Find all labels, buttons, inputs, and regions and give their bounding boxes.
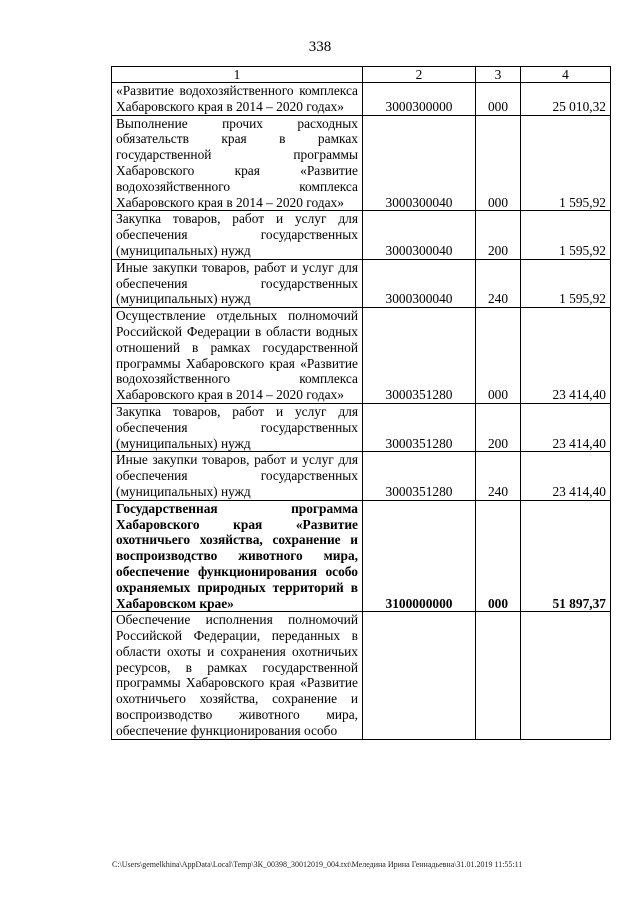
- row-code: 3000351280: [363, 452, 476, 500]
- row-type: 240: [476, 452, 521, 500]
- table-row: [112, 308, 611, 404]
- table-row: [112, 83, 611, 116]
- row-type: 240: [476, 259, 521, 307]
- row-amount: [521, 612, 611, 739]
- row-name: Закупка товаров, работ и услуг для обеспечения государственных (муниципальных) нужд: [112, 403, 363, 451]
- row-type: 000: [476, 500, 521, 612]
- table-row: [112, 259, 611, 307]
- row-name: Иные закупки товаров, работ и услуг для обеспечения государственных (муниципальных) нужд: [112, 259, 363, 307]
- row-amount: 23 414,40: [521, 308, 611, 404]
- row-name: Государственная программа Хабаровского края «Развитие охотничьего хозяйства, сохранение и воспроизводство животного мира, обеспечение функционирования особо охраняемых природных территорий в Хабаровском крае»: [112, 500, 363, 612]
- row-code: 3000300000: [363, 83, 476, 116]
- row-amount: 51 897,37: [521, 500, 611, 612]
- table-header-row: [112, 67, 611, 83]
- table-row-program-total: [112, 500, 611, 612]
- row-code: 3000351280: [363, 308, 476, 404]
- row-amount: 1 595,92: [521, 211, 611, 259]
- row-code: 3000300040: [363, 259, 476, 307]
- row-code: 3000300040: [363, 211, 476, 259]
- row-name: Закупка товаров, работ и услуг для обеспечения государственных (муниципальных) нужд: [112, 211, 363, 259]
- row-type: [476, 612, 521, 739]
- row-code: [363, 612, 476, 739]
- column-header-1: 1: [112, 67, 363, 83]
- table-row: [112, 211, 611, 259]
- row-type: 200: [476, 403, 521, 451]
- table-row: [112, 403, 611, 451]
- file-path-footer: C:\Users\gemelkhina\AppData\Local\Temp\ЗК_00398_30012019_004.txt\Меледина Ирина Геннадьевна\31.01.2019 11:55:11: [112, 860, 523, 869]
- row-amount: 23 414,40: [521, 403, 611, 451]
- page-number: 338: [308, 39, 332, 55]
- row-name: «Развитие водохозяйственного комплекса Хабаровского края в 2014 – 2020 годах»: [112, 83, 363, 116]
- row-amount: 1 595,92: [521, 115, 611, 211]
- row-amount: 1 595,92: [521, 259, 611, 307]
- row-type: 000: [476, 83, 521, 116]
- table-row: [112, 452, 611, 500]
- column-header-3: 3: [476, 67, 521, 83]
- row-type: 200: [476, 211, 521, 259]
- row-name: Выполнение прочих расходных обязательств края в рамках государственной программы Хабаровского края «Развитие водохозяйственного комплекса Хабаровского края в 2014 – 2020 годах»: [112, 115, 363, 211]
- row-code: 3100000000: [363, 500, 476, 612]
- row-code: 3000351280: [363, 403, 476, 451]
- row-code: 3000300040: [363, 115, 476, 211]
- column-header-4: 4: [521, 67, 611, 83]
- row-name: Иные закупки товаров, работ и услуг для обеспечения государственных (муниципальных) нужд: [112, 452, 363, 500]
- row-name: Осуществление отдельных полномочий Российской Федерации в области водных отношений в рамках государственной программы Хабаровского края «Развитие водохозяйственного комплекса Хабаровского края в 2014 – 2020 годах»: [112, 308, 363, 404]
- row-type: 000: [476, 115, 521, 211]
- row-amount: 23 414,40: [521, 452, 611, 500]
- table-row: [112, 115, 611, 211]
- row-type: 000: [476, 308, 521, 404]
- row-amount: 25 010,32: [521, 83, 611, 116]
- budget-table: [111, 66, 611, 740]
- row-name: Обеспечение исполнения полномочий Российской Федерации, переданных в области охоты и сохранения охотничьих ресурсов, в рамках государственной программы Хабаровского края «Развитие охотничьего хозяйства, сохранение и воспроизводство животного мира, обеспечение функционирования особо: [112, 612, 363, 739]
- table-row-continued: [112, 612, 611, 739]
- column-header-2: 2: [363, 67, 476, 83]
